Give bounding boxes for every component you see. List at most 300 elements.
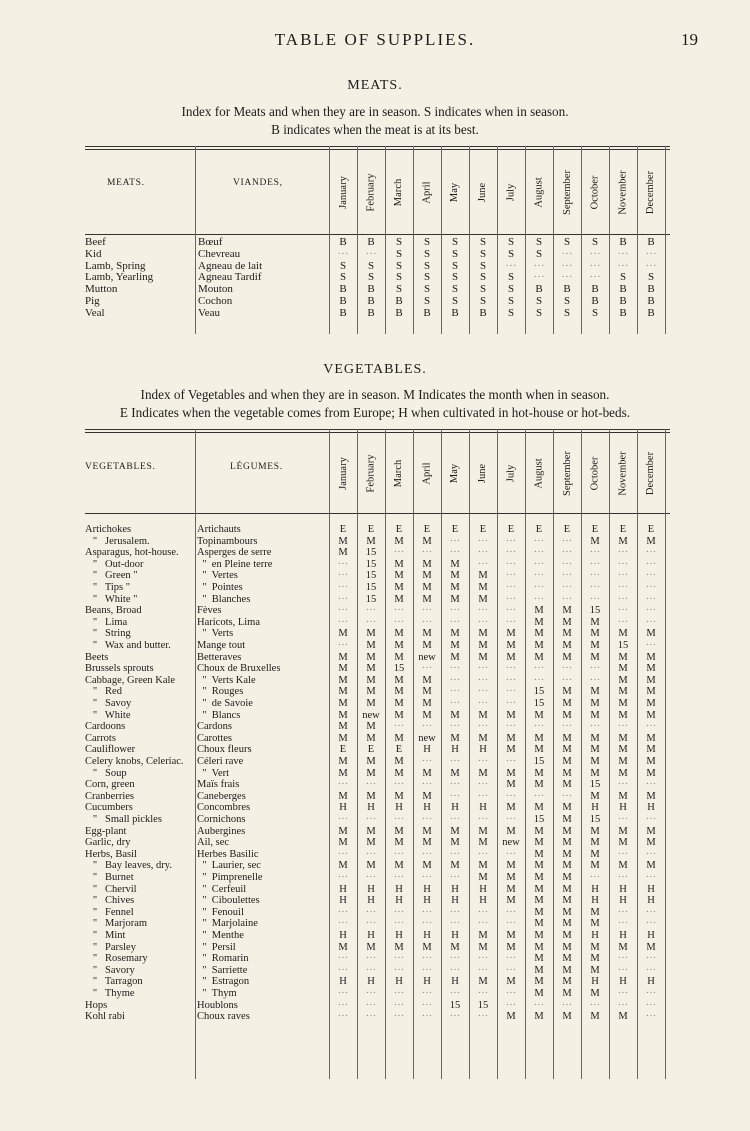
table-row	[85, 907, 670, 919]
month-header-may	[441, 150, 469, 234]
row-label-fr: Cardons	[197, 721, 232, 733]
season-cell: M	[590, 651, 600, 663]
season-cell: M	[646, 941, 656, 953]
season-cell: M	[366, 535, 376, 547]
table-row	[85, 237, 670, 249]
row-label-en: " Bay leaves, dry.	[85, 860, 172, 872]
season-cell: M	[534, 628, 544, 640]
month-label: July	[505, 464, 517, 482]
season-cell: M	[422, 698, 432, 709]
row-label-fr: " Menthe	[197, 930, 244, 941]
season-cell: ···	[617, 988, 629, 999]
month-label: October	[589, 175, 601, 209]
season-cell: ···	[337, 988, 349, 999]
season-cell: M	[562, 814, 572, 825]
row-label-en: Asparagus, hot-house.	[85, 547, 179, 559]
season-cell: M	[646, 686, 656, 698]
season-cell: M	[534, 709, 544, 721]
season-cell: S	[423, 271, 431, 284]
season-cell: S	[395, 259, 403, 272]
season-cell: ···	[617, 582, 629, 593]
season-cell: M	[618, 744, 628, 756]
season-cell: H	[395, 883, 403, 895]
row-label-fr: " Fenouil	[197, 906, 244, 918]
season-cell: ···	[561, 721, 573, 733]
season-cell: H	[367, 895, 375, 907]
row-label-fr: " Pointes	[197, 582, 243, 593]
season-cell: M	[646, 674, 656, 686]
season-cell: ···	[337, 593, 349, 605]
season-cell: ···	[645, 779, 657, 791]
season-cell: M	[422, 709, 432, 721]
season-cell: S	[423, 247, 431, 260]
season-cell: ···	[421, 779, 433, 791]
season-cell: M	[394, 790, 404, 802]
season-cell: ···	[589, 271, 601, 284]
season-cell: M	[562, 883, 572, 895]
season-cell: S	[479, 295, 487, 307]
season-cell: 15	[533, 814, 545, 825]
season-cell: S	[451, 295, 459, 307]
season-cell: M	[506, 640, 516, 651]
vegetables-col-header-fr: LÉGUMES.	[230, 462, 283, 472]
row-label-fr: Aubergines	[197, 825, 246, 837]
season-cell: ···	[505, 848, 517, 860]
season-cell: M	[618, 1011, 628, 1023]
season-cell: M	[394, 651, 404, 663]
season-cell: H	[619, 883, 627, 895]
season-cell: ···	[421, 721, 433, 733]
month-header-march	[385, 150, 413, 234]
season-cell: ···	[533, 582, 545, 593]
season-cell: M	[506, 732, 516, 744]
season-cell: M	[422, 593, 432, 605]
season-cell: M	[618, 860, 628, 872]
month-label: December	[645, 170, 657, 214]
season-cell: ···	[337, 605, 349, 617]
season-cell: M	[422, 941, 432, 953]
season-cell: 15	[533, 686, 545, 698]
season-cell: ···	[337, 616, 349, 628]
season-cell: ···	[645, 259, 657, 272]
season-cell: ···	[505, 756, 517, 767]
season-cell: ···	[589, 721, 601, 733]
season-cell: M	[590, 906, 600, 918]
season-cell: M	[618, 628, 628, 640]
season-cell: ···	[477, 779, 489, 791]
season-cell: M	[366, 686, 376, 698]
season-cell: S	[367, 271, 375, 284]
season-cell: E	[479, 524, 487, 535]
season-cell: ···	[645, 547, 657, 559]
season-cell: M	[422, 570, 432, 582]
season-cell: S	[395, 247, 403, 260]
vegetables-index-line-2: E Indicates when the vegetable comes from Europe; H when cultivated in hot-house or hot-beds.	[119, 404, 631, 420]
season-cell: M	[534, 953, 544, 965]
season-cell: H	[395, 976, 403, 988]
season-cell: ···	[365, 918, 377, 930]
season-cell: ···	[421, 999, 433, 1011]
season-cell: E	[591, 524, 599, 535]
season-cell: M	[618, 837, 628, 849]
season-cell: H	[423, 895, 431, 907]
row-label-fr: Haricots, Lima	[197, 616, 260, 628]
season-cell: M	[422, 674, 432, 686]
row-label-fr: Houblons	[197, 999, 238, 1011]
season-cell: M	[478, 825, 488, 837]
season-cell: M	[450, 732, 460, 744]
season-cell: ···	[393, 872, 405, 883]
season-cell: M	[338, 686, 348, 698]
season-cell: ···	[477, 558, 489, 570]
vegetables-index-line-1: Index of Vegetables and when they are in season. M Indicates the month when in season.	[140, 387, 610, 402]
month-header-october	[581, 433, 609, 513]
season-cell: ···	[421, 906, 433, 918]
row-label-fr: " Thym	[197, 988, 237, 999]
season-cell: 15	[365, 570, 377, 582]
season-cell: ···	[393, 906, 405, 918]
row-label-en: " Jerusalem.	[85, 535, 150, 547]
season-cell: ···	[337, 964, 349, 976]
row-label-en: Lamb, Yearling	[85, 272, 154, 284]
season-cell: ···	[505, 988, 517, 999]
row-label-fr: Topinambours	[197, 535, 258, 547]
season-cell: ···	[337, 918, 349, 930]
season-cell: M	[450, 593, 460, 605]
season-cell: M	[534, 988, 544, 999]
row-label-fr: " en Pleine terre	[197, 558, 273, 570]
season-cell: H	[423, 930, 431, 941]
season-cell: H	[619, 802, 627, 814]
season-cell: ···	[393, 918, 405, 930]
season-cell: new	[502, 837, 520, 849]
month-label: January	[337, 456, 349, 490]
season-cell: M	[534, 941, 544, 953]
season-cell: M	[590, 732, 600, 744]
season-cell: ···	[421, 953, 433, 965]
season-cell: M	[562, 918, 572, 930]
season-cell: ···	[365, 616, 377, 628]
season-cell: 15	[589, 779, 601, 791]
season-cell: ···	[561, 535, 573, 547]
season-cell: S	[423, 259, 431, 272]
table-row	[85, 860, 670, 872]
season-cell: ···	[505, 953, 517, 965]
season-cell: M	[534, 744, 544, 756]
row-label-fr: Artichauts	[197, 524, 241, 535]
season-cell: M	[366, 698, 376, 709]
season-cell: ···	[589, 247, 601, 260]
season-cell: M	[646, 860, 656, 872]
season-cell: H	[647, 802, 655, 814]
season-cell: M	[338, 732, 348, 744]
meats-section-title: MEATS.	[347, 78, 403, 93]
season-cell: ···	[477, 721, 489, 733]
month-header-october	[581, 150, 609, 234]
season-cell: 15	[533, 698, 545, 709]
season-cell: S	[479, 259, 487, 272]
season-cell: 15	[449, 999, 461, 1011]
season-cell: M	[590, 837, 600, 849]
season-cell: M	[422, 558, 432, 570]
season-cell: M	[478, 837, 488, 849]
season-cell: ···	[617, 616, 629, 628]
season-cell: M	[338, 941, 348, 953]
season-cell: ···	[477, 686, 489, 698]
season-cell: ···	[449, 906, 461, 918]
table-row	[85, 617, 670, 629]
season-cell: M	[590, 709, 600, 721]
season-cell: ···	[645, 1011, 657, 1023]
season-cell: ···	[505, 918, 517, 930]
season-cell: M	[534, 802, 544, 814]
table-row	[85, 582, 670, 594]
season-cell: M	[394, 732, 404, 744]
season-cell: ···	[645, 605, 657, 617]
season-cell: H	[647, 895, 655, 907]
season-cell: ···	[421, 848, 433, 860]
season-cell: B	[451, 306, 459, 319]
season-cell: E	[563, 524, 571, 535]
season-cell: M	[646, 732, 656, 744]
season-cell: ···	[561, 593, 573, 605]
season-cell: M	[562, 848, 572, 860]
season-cell: M	[338, 756, 348, 767]
vegetables-section-title: VEGETABLES.	[323, 362, 427, 377]
season-cell: S	[423, 283, 431, 296]
month-label: March	[393, 459, 405, 487]
season-cell: M	[478, 930, 488, 941]
season-cell: M	[478, 640, 488, 651]
season-cell: E	[339, 744, 347, 756]
season-cell: B	[619, 306, 627, 319]
season-cell: M	[422, 825, 432, 837]
row-label-en: Beans, Broad	[85, 605, 142, 617]
season-cell: ···	[645, 721, 657, 733]
row-label-en: Beef	[85, 237, 106, 248]
season-cell: ···	[393, 779, 405, 791]
table-row	[85, 930, 670, 942]
table-row	[85, 779, 670, 791]
season-cell: M	[590, 698, 600, 709]
season-cell: M	[590, 744, 600, 756]
table-row	[85, 802, 670, 814]
season-cell: M	[562, 976, 572, 988]
season-cell: M	[422, 640, 432, 651]
season-cell: ···	[393, 721, 405, 733]
season-cell: ···	[561, 674, 573, 686]
table-row	[85, 988, 670, 1000]
season-cell: ···	[393, 605, 405, 617]
season-cell: ···	[449, 848, 461, 860]
row-label-fr: Agneau Tardif	[198, 272, 262, 284]
table-row	[85, 895, 670, 907]
season-cell: M	[534, 848, 544, 860]
season-cell: M	[562, 872, 572, 883]
season-cell: M	[450, 558, 460, 570]
season-cell: M	[562, 767, 572, 779]
season-cell: S	[479, 271, 487, 284]
season-cell: B	[591, 283, 599, 296]
season-cell: S	[507, 236, 515, 248]
season-cell: M	[590, 1011, 600, 1023]
season-cell: M	[422, 686, 432, 698]
row-label-en: " Parsley	[85, 941, 136, 953]
season-cell: M	[534, 1011, 544, 1023]
season-cell: M	[590, 825, 600, 837]
season-cell: M	[646, 767, 656, 779]
season-cell: ···	[449, 686, 461, 698]
season-cell: 15	[365, 558, 377, 570]
season-cell: ···	[337, 953, 349, 965]
month-label: October	[589, 456, 601, 490]
season-cell: ···	[449, 605, 461, 617]
season-cell: S	[479, 236, 487, 248]
season-cell: M	[562, 744, 572, 756]
season-cell: M	[618, 756, 628, 767]
season-cell: M	[366, 721, 376, 733]
table-row	[85, 628, 670, 640]
row-label-fr: Cornichons	[197, 814, 246, 825]
row-label-en: Mutton	[85, 284, 118, 296]
season-cell: ···	[421, 605, 433, 617]
month-header-may	[441, 433, 469, 513]
month-label: January	[337, 175, 349, 209]
season-cell: ···	[449, 779, 461, 791]
season-cell: M	[450, 825, 460, 837]
season-cell: E	[395, 524, 403, 535]
season-cell: B	[395, 295, 403, 307]
season-cell: H	[619, 895, 627, 907]
season-cell: M	[562, 906, 572, 918]
season-cell: E	[535, 524, 543, 535]
season-cell: E	[395, 744, 403, 756]
month-header-november	[609, 433, 637, 513]
row-label-en: " White "	[85, 593, 138, 605]
row-label-fr: Asperges de serre	[197, 547, 272, 559]
vegetables-col-header-en: VEGETABLES.	[85, 462, 156, 472]
month-header-december	[637, 150, 665, 234]
season-cell: M	[394, 570, 404, 582]
season-cell: 15	[365, 582, 377, 593]
season-cell: B	[367, 236, 375, 248]
season-cell: B	[423, 306, 431, 319]
table-row	[85, 547, 670, 559]
season-cell: M	[422, 535, 432, 547]
table-row	[85, 884, 670, 896]
table-row	[85, 308, 670, 320]
season-cell: M	[478, 941, 488, 953]
season-cell: S	[451, 247, 459, 260]
row-label-fr: " Persil	[197, 941, 236, 953]
season-cell: ···	[505, 582, 517, 593]
season-cell: H	[367, 930, 375, 941]
season-cell: H	[395, 930, 403, 941]
season-cell: ···	[617, 848, 629, 860]
season-cell: H	[479, 802, 487, 814]
season-cell: B	[647, 306, 655, 319]
season-cell: ···	[449, 535, 461, 547]
season-cell: M	[618, 674, 628, 686]
season-cell: M	[366, 640, 376, 651]
season-cell: ···	[337, 999, 349, 1011]
season-cell: M	[590, 767, 600, 779]
season-cell: M	[590, 964, 600, 976]
season-cell: M	[562, 732, 572, 744]
season-cell: M	[450, 640, 460, 651]
season-cell: M	[562, 860, 572, 872]
row-label-fr: Mange tout	[197, 640, 246, 651]
season-cell: M	[478, 582, 488, 593]
season-cell: ···	[617, 259, 629, 272]
season-cell: S	[619, 271, 627, 284]
season-cell: ···	[645, 814, 657, 825]
table-row	[85, 261, 670, 273]
season-cell: M	[506, 651, 516, 663]
row-label-en: " Fennel	[85, 906, 134, 918]
season-cell: ···	[477, 674, 489, 686]
season-cell: ···	[589, 999, 601, 1011]
season-cell: M	[506, 883, 516, 895]
season-cell: B	[367, 283, 375, 296]
season-cell: 15	[477, 999, 489, 1011]
season-cell: M	[394, 558, 404, 570]
season-cell: S	[395, 283, 403, 296]
season-cell: S	[451, 259, 459, 272]
season-cell: ···	[561, 247, 573, 260]
row-label-en: " Tarragon	[85, 976, 143, 988]
season-cell: ···	[477, 616, 489, 628]
season-cell: B	[647, 295, 655, 307]
season-cell: ···	[365, 779, 377, 791]
season-cell: E	[367, 744, 375, 756]
row-label-en: " Out-door	[85, 558, 144, 570]
season-cell: S	[451, 236, 459, 248]
season-cell: ···	[617, 721, 629, 733]
season-cell: ···	[393, 547, 405, 559]
season-cell: 15	[617, 640, 629, 651]
row-label-en: Carrots	[85, 732, 116, 744]
season-cell: B	[647, 236, 655, 248]
season-cell: H	[367, 802, 375, 814]
season-cell: M	[618, 767, 628, 779]
season-cell: M	[562, 686, 572, 698]
season-cell: ···	[561, 790, 573, 802]
row-label-fr: " de Savoie	[197, 698, 253, 709]
table-row	[85, 733, 670, 745]
season-cell: M	[562, 941, 572, 953]
season-cell: M	[646, 790, 656, 802]
row-label-fr: " Verts	[197, 628, 234, 640]
season-cell: H	[395, 895, 403, 907]
season-cell: ···	[337, 570, 349, 582]
month-label: August	[533, 457, 545, 489]
season-cell: H	[647, 976, 655, 988]
season-cell: ···	[337, 779, 349, 791]
season-cell: H	[591, 930, 599, 941]
row-label-en: " Soup	[85, 767, 127, 779]
season-cell: M	[366, 825, 376, 837]
month-header-august	[525, 433, 553, 513]
season-cell: ···	[393, 999, 405, 1011]
row-label-en: " Burnet	[85, 872, 134, 883]
season-cell: M	[590, 860, 600, 872]
season-cell: S	[423, 236, 431, 248]
season-cell: S	[339, 271, 347, 284]
season-cell: M	[394, 837, 404, 849]
season-cell: M	[590, 848, 600, 860]
season-cell: H	[451, 883, 459, 895]
